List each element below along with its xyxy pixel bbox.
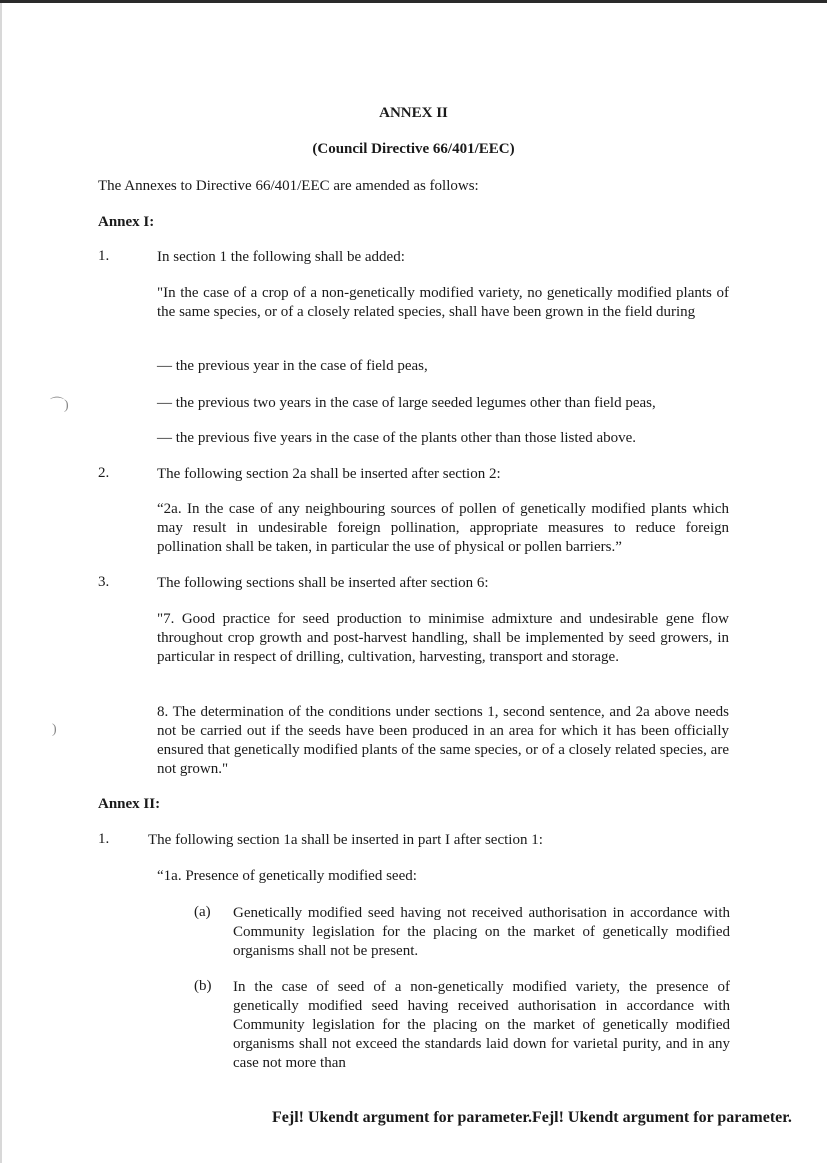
scan-mark-bracket: ⌒) [50,398,69,413]
top-rule [0,0,827,3]
annex2-title: Annex II: [98,796,161,812]
annex2-item1-b-label: (b) [194,978,212,994]
annex1-item1-dash3: — the previous five years in the case of the plants other than those listed above. [157,430,637,446]
annex1-item3-number: 3. [98,574,110,590]
annex2-item1-quote: “1a. Presence of genetically modified seed: [157,868,417,884]
annex1-item1-lead: In section 1 the following shall be added: [157,249,405,265]
annex1-item1-number: 1. [98,248,110,264]
annex2-item1-number: 1. [98,831,110,847]
annex1-item1-quote: "In the case of a crop of a non-genetically modified variety, no genetically modified plants of the same species, or of a closely related species, shall have been grown in the field during [157,285,729,320]
annex2-item1-lead: The following section 1a shall be inserted in part I after section 1: [148,832,543,848]
annex-heading: ANNEX II [379,105,448,121]
annex1-item1-dash2: — the previous two years in the case of large seeded legumes other than field peas, [157,395,656,411]
annex2-item1-a-text: Genetically modified seed having not received authorisation in accordance with Community legislation for the placing on the market of genetically modified organisms shall not be present. [233,905,730,959]
annex1-item1-dash1: — the previous year in the case of field peas, [157,358,428,374]
annex1-item2-quote: “2a. In the case of any neighbouring sources of pollen of genetically modified plants which may result in undesirable foreign pollination, appropriate measures to reduce foreign pollination shall be taken, in particular the use of physical or pollen barriers.” [157,501,729,555]
annex1-item2-lead: The following section 2a shall be inserted after section 2: [157,466,501,482]
annex1-item3-quote7: "7. Good practice for seed production to minimise admixture and undesirable gene flow throughout crop growth and post-harvest handling, shall be implemented by seed growers, in particular in respect of drilling, cultivation, harvesting, transport and storage. [157,611,729,665]
annex2-item1-b-text: In the case of seed of a non-genetically modified variety, the presence of genetically modified seed having received authorisation in accordance with Community legislation for the placing on the market of genetically modified organisms shall not exceed the standards laid down for varietal purity, and in any case not more than [233,979,730,1071]
directive-subheading: (Council Directive 66/401/EEC) [312,141,515,157]
intro-paragraph: The Annexes to Directive 66/401/EEC are amended as follows: [98,178,479,194]
annex2-item1-a-label: (a) [194,904,211,920]
annex1-title: Annex I: [98,214,155,230]
annex1-item3-quote8: 8. The determination of the conditions under sections 1, second sentence, and 2a above needs not be carried out if the seeds have been produced in an area for which it has been officially ensured that genetically modified plants of the same species, or of a closely related species, are not grown." [157,704,729,777]
scan-mark-paren: ) [52,722,57,737]
page-footer: Fejl! Ukendt argument for parameter.Fejl! Ukendt argument for parameter. [272,1109,792,1126]
scan-edge [0,3,2,1163]
annex1-item3-lead: The following sections shall be inserted after section 6: [157,575,489,591]
annex1-item2-number: 2. [98,465,110,481]
